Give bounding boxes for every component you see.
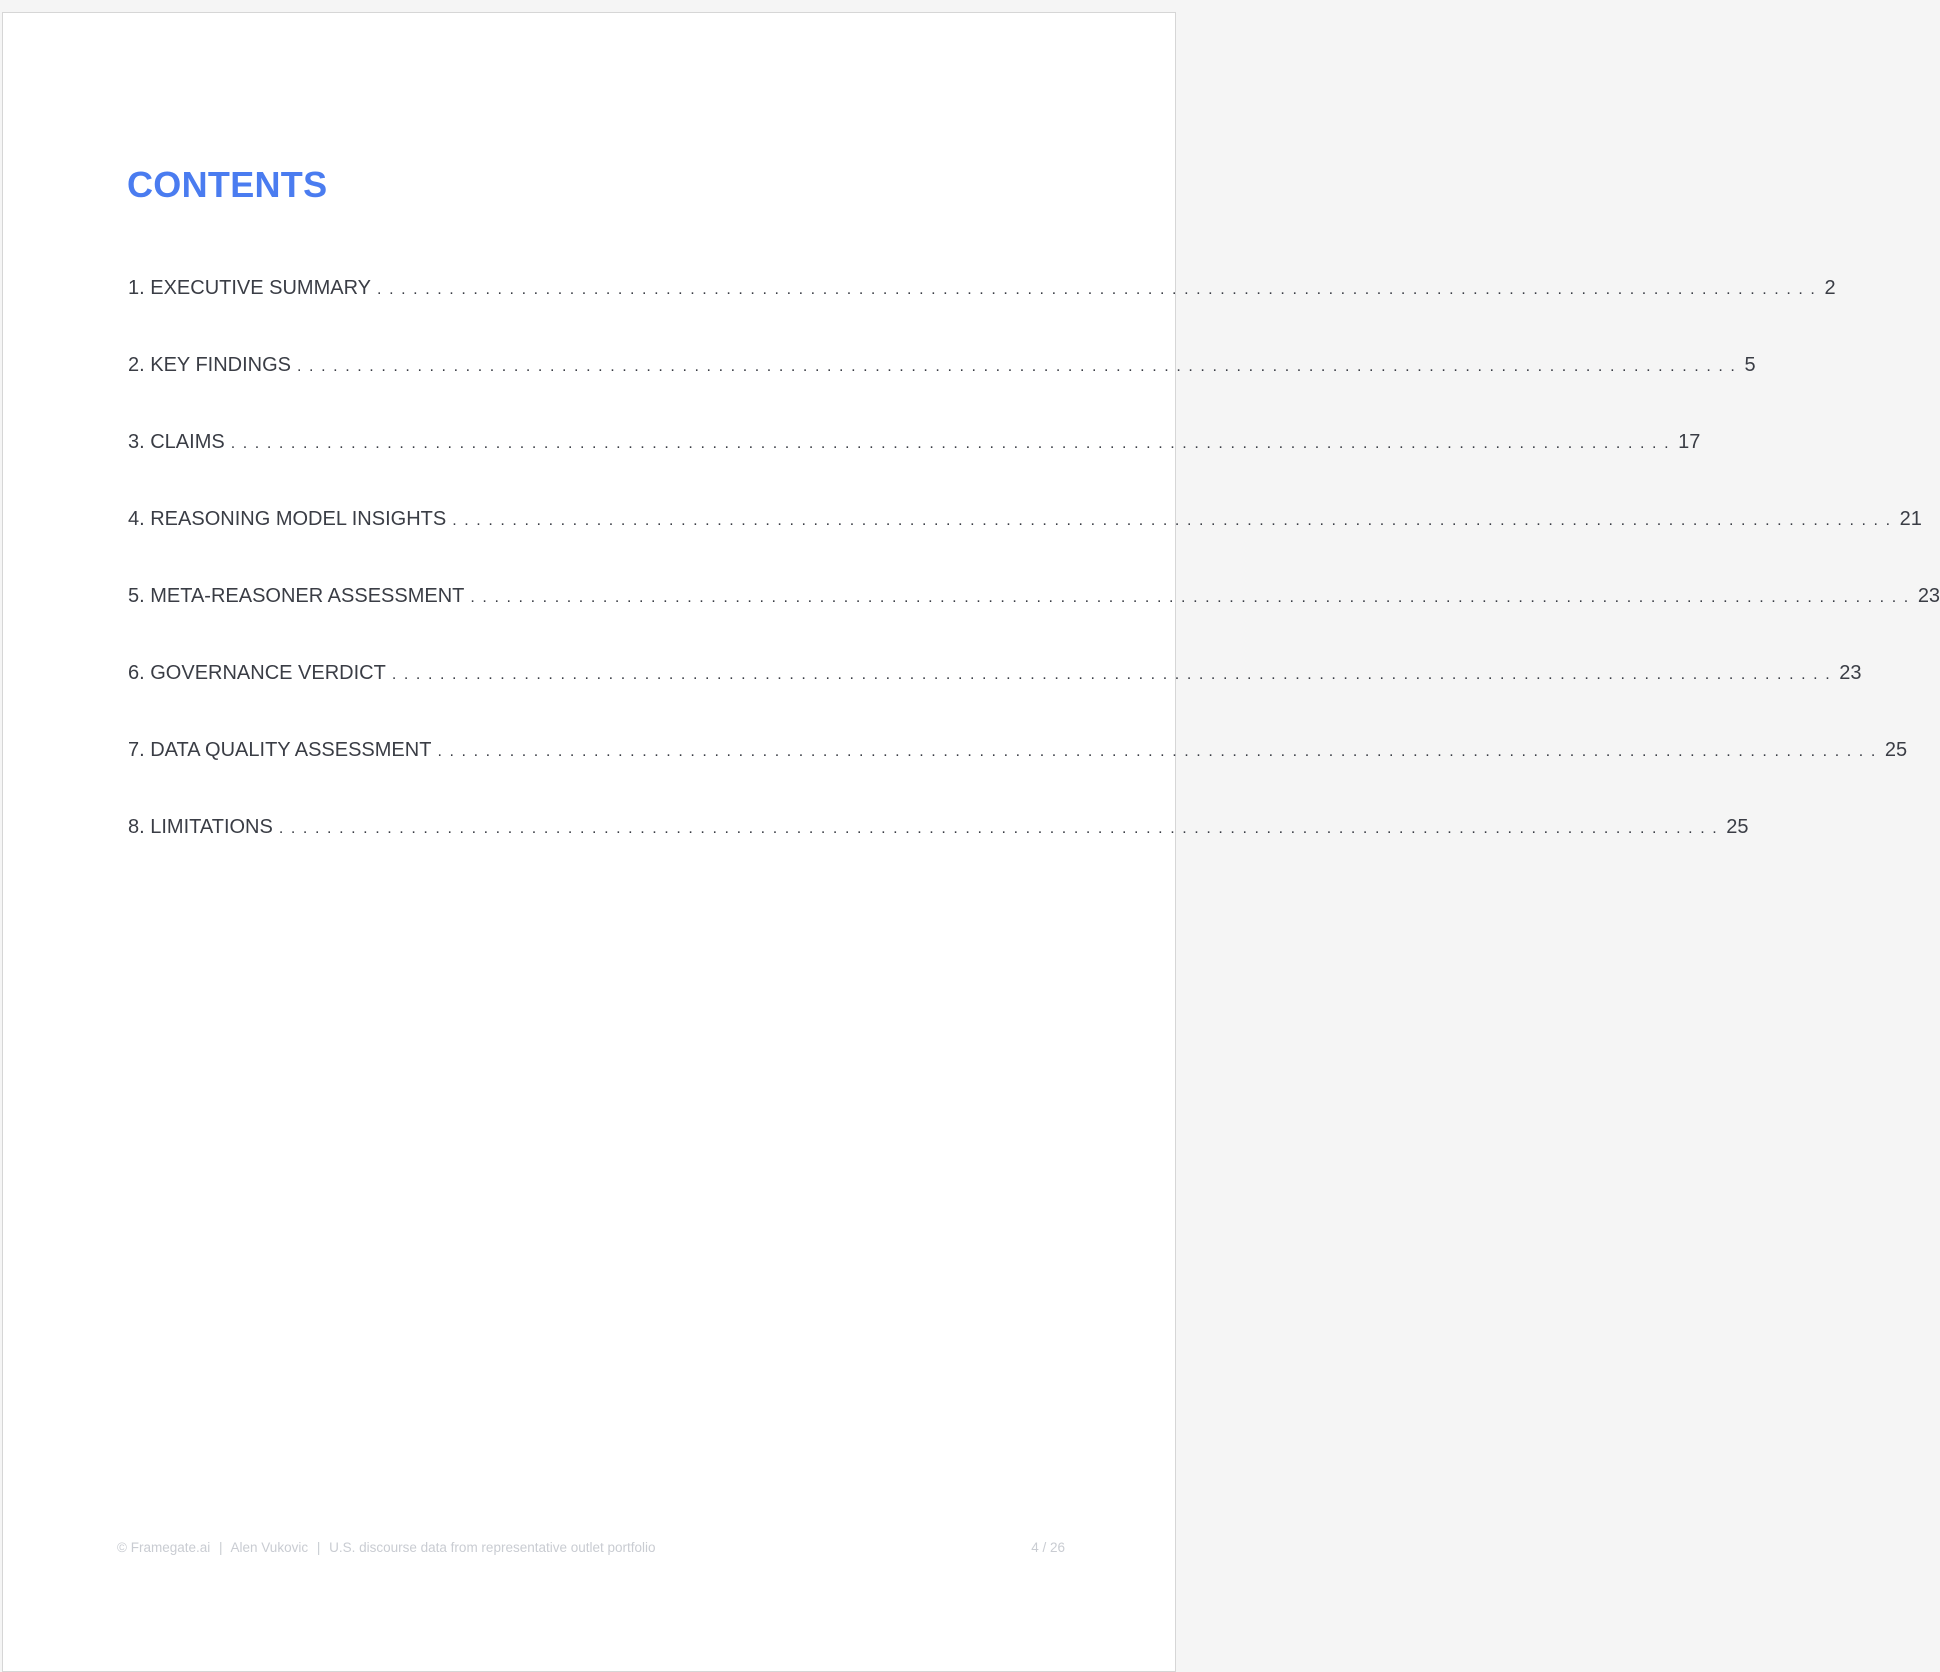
- toc-dot-leader: ........................................................................................................................: [452, 512, 1898, 529]
- toc-entry-limitations[interactable]: [128, 816, 1749, 893]
- toc-entry-page-number: 23: [1917, 585, 1940, 607]
- toc-dot-leader: ........................................................................................................................: [377, 281, 1823, 298]
- toc-entry-page-number: 2: [1824, 277, 1836, 299]
- footer-page-indicator: 4 / 26: [1031, 1540, 1065, 1555]
- toc-entry-meta-reasoner-assessment[interactable]: [128, 585, 1940, 662]
- page-footer: [117, 1540, 1065, 1555]
- toc-entry-page-number: 21: [1899, 508, 1922, 530]
- toc-entry-claims[interactable]: [128, 431, 1701, 508]
- document-page: [2, 12, 1940, 1672]
- toc-entry-label: 4. REASONING MODEL INSIGHTS: [128, 508, 447, 530]
- footer-separator: |: [316, 1540, 321, 1555]
- toc-dot-leader: ........................................................................................................................: [391, 666, 1838, 683]
- toc-dot-leader: ........................................................................................................................: [297, 358, 1743, 375]
- toc-entry-page-number: 5: [1744, 354, 1756, 376]
- toc-dot-leader: ........................................................................................................................: [470, 589, 1916, 606]
- toc-entry-page-number: 17: [1678, 431, 1701, 453]
- footer-copyright: © Framegate.ai: [117, 1540, 211, 1555]
- toc-entry-page-number: 25: [1884, 739, 1908, 761]
- toc-entry-data-quality-assessment[interactable]: [128, 739, 1908, 816]
- toc-entry-reasoning-model-insights[interactable]: [128, 508, 1922, 585]
- toc-entry-executive-summary[interactable]: [128, 277, 1836, 354]
- toc-entry-label: 3. CLAIMS: [128, 431, 225, 453]
- toc-entry-label: 7. DATA QUALITY ASSESSMENT: [128, 739, 432, 761]
- footer-separator: |: [219, 1540, 223, 1555]
- toc-entry-governance-verdict[interactable]: [128, 662, 1862, 739]
- toc-dot-leader: ........................................................................................................................: [437, 743, 1883, 760]
- toc-heading: CONTENTS: [127, 164, 328, 205]
- toc-dot-leader: ........................................................................................................................: [230, 435, 1677, 452]
- toc-entry-label: 5. META-REASONER ASSESSMENT: [128, 585, 465, 607]
- toc-entry-label: 8. LIMITATIONS: [128, 816, 273, 838]
- toc-dot-leader: ........................................................................................................................: [278, 820, 1725, 837]
- footer-credits: [117, 1540, 656, 1555]
- footer-source-note: U.S. discourse data from representative outlet portfolio: [329, 1540, 656, 1555]
- toc-entry-label: 1. EXECUTIVE SUMMARY: [128, 277, 372, 299]
- toc-entry-page-number: 25: [1726, 816, 1749, 838]
- footer-author: Alen Vukovic: [230, 1540, 309, 1555]
- toc-list: [128, 277, 1940, 893]
- toc-entry-key-findings[interactable]: [128, 354, 1756, 431]
- toc-entry-page-number: 23: [1839, 662, 1862, 684]
- toc-entry-label: 6. GOVERNANCE VERDICT: [128, 662, 386, 684]
- toc-entry-label: 2. KEY FINDINGS: [128, 354, 292, 376]
